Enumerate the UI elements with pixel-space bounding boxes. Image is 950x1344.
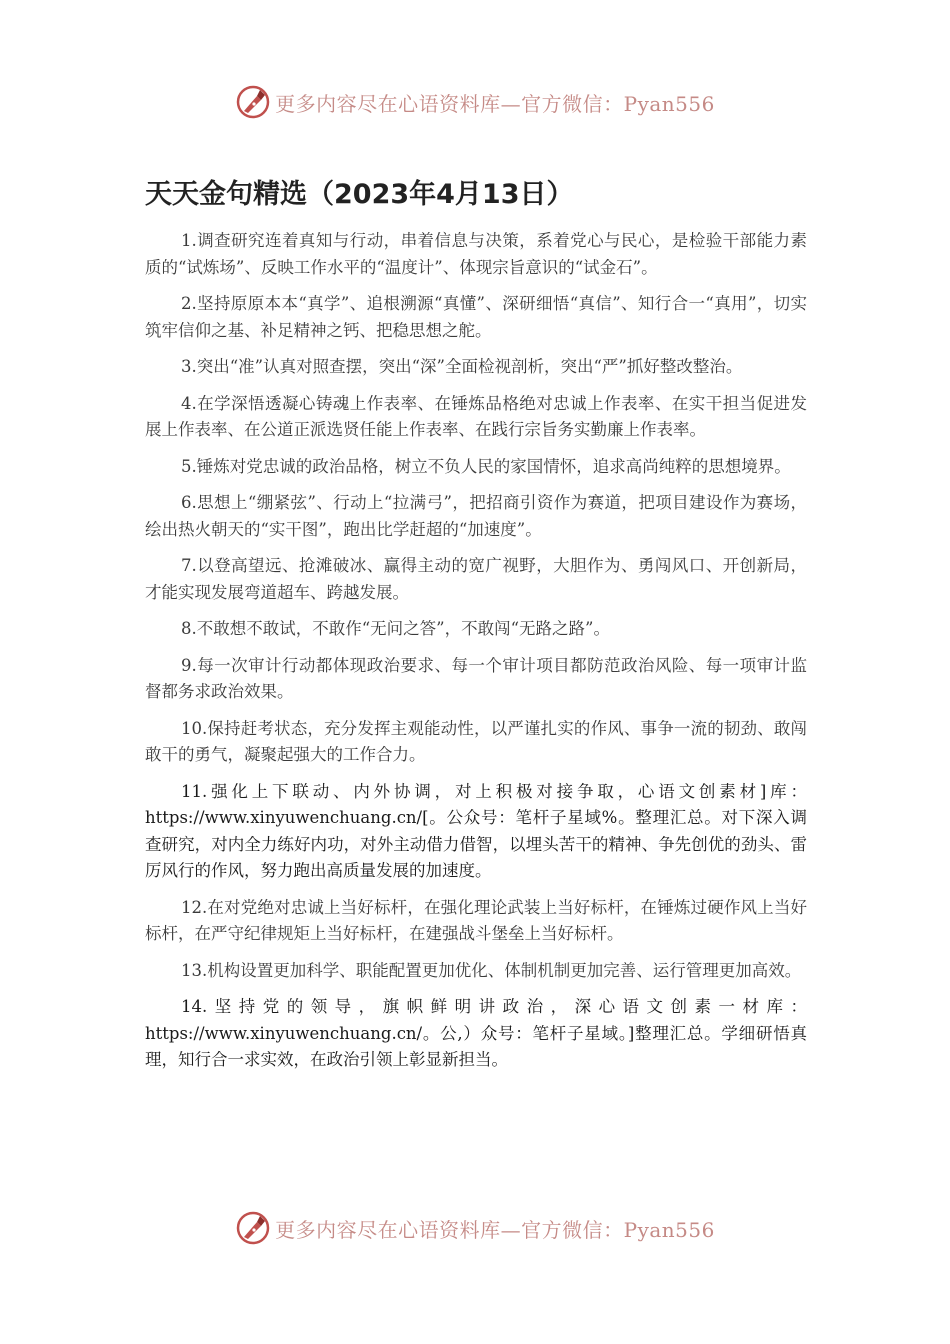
quote-paragraph: 8.不敢想不敢试，不敢作“无问之答”，不敢闯“无路之路”。 (181, 619, 610, 638)
quote-paragraph: 12.在对党绝对忠诚上当好标杆，在强化理论武装上当好标杆，在锤炼过硬作风上当好标杆，在严守纪律规矩上当好标杆，在建强战斗堡垒上当好标杆。 (145, 897, 807, 943)
footer-banner (0, 1208, 950, 1248)
document-body (145, 228, 807, 1084)
quote-paragraph: 3.突出“准”认真对照查摆，突出“深”全面检视剖析，突出“严”抓好整改整治。 (181, 357, 743, 376)
wechat-id: Pyan556 (623, 91, 715, 116)
quote-paragraph: 6.思想上“绷紧弦”、行动上“拉满弓”，把招商引资作为赛道，把项目建设作为赛场，绘出热火朝天的“实干图”，跑出比学赶超的“加速度”。 (145, 493, 807, 539)
quote-paragraph: 14.坚持党的领导，旗帜鲜明讲政治，深心语文创素一材库：https://www.xinyuwenchuang.cn/。公,）众号：笔杆子星域。]整理汇总。学细研悟真理，知行合一求实效，在政治引领上彰显新担当。 (145, 997, 807, 1069)
quote-paragraph: 9.每一次审计行动都体现政治要求、每一个审计项目都防范政治风险、每一项审计监督都务求政治效果。 (145, 655, 807, 701)
quote-paragraph: 7.以登高望远、抢滩破冰、赢得主动的宽广视野，大胆作为、勇闯风口、开创新局，才能实现发展弯道超车、跨越发展。 (145, 556, 807, 602)
quote-paragraph: 11.强化上下联动、内外协调，对上积极对接争取，心语文创素材]库：https://www.xinyuwenchuang.cn/[。公众号：笔杆子星域%。整理汇总。对下深入调查研究，对内全力练好内功，对外主动借力借智，以埋头苦干的精神、争先创优的劲头、雷厉风行的作风，努力跑出高质量发展的加速度。 (145, 781, 807, 880)
wechat-id: Pyan556 (623, 1217, 715, 1242)
pen-nib-circle-icon (235, 1210, 271, 1246)
quote-paragraph: 13.机构设置更加科学、职能配置更加优化、体制机制更加完善、运行管理更加高效。 (181, 960, 802, 980)
quote-paragraph: 5.锤炼对党忠诚的政治品格，树立不负人民的家国情怀，追求高尚纯粹的思想境界。 (181, 456, 791, 476)
banner-text: 更多内容尽在心语资料库—官方微信：Pyan556 (275, 91, 715, 116)
banner-text: 更多内容尽在心语资料库—官方微信：Pyan556 (275, 1217, 715, 1242)
document-title: 天天金句精选（2023年4月13日） (145, 179, 574, 210)
quote-paragraph: 10.保持赶考状态，充分发挥主观能动性，以严谨扎实的作风、事争一流的韧劲、敢闯敢干的勇气，凝聚起强大的工作合力。 (145, 718, 807, 764)
pen-nib-circle-icon (235, 84, 271, 120)
quote-paragraph: 1.调查研究连着真知与行动，串着信息与决策，系着党心与民心，是检验干部能力素质的“试炼场”、反映工作水平的“温度计”、体现宗旨意识的“试金石”。 (145, 231, 807, 277)
header-banner (0, 82, 950, 122)
quote-paragraph: 4.在学深悟透凝心铸魂上作表率、在锤炼品格绝对忠诚上作表率、在实干担当促进发展上作表率、在公道正派选贤任能上作表率、在践行宗旨务实勤廉上作表率。 (145, 393, 807, 439)
quote-paragraph: 2.坚持原原本本“真学”、追根溯源“真懂”、深研细悟“真信”、知行合一“真用”，切实筑牢信仰之基、补足精神之钙、把稳思想之舵。 (145, 294, 807, 340)
